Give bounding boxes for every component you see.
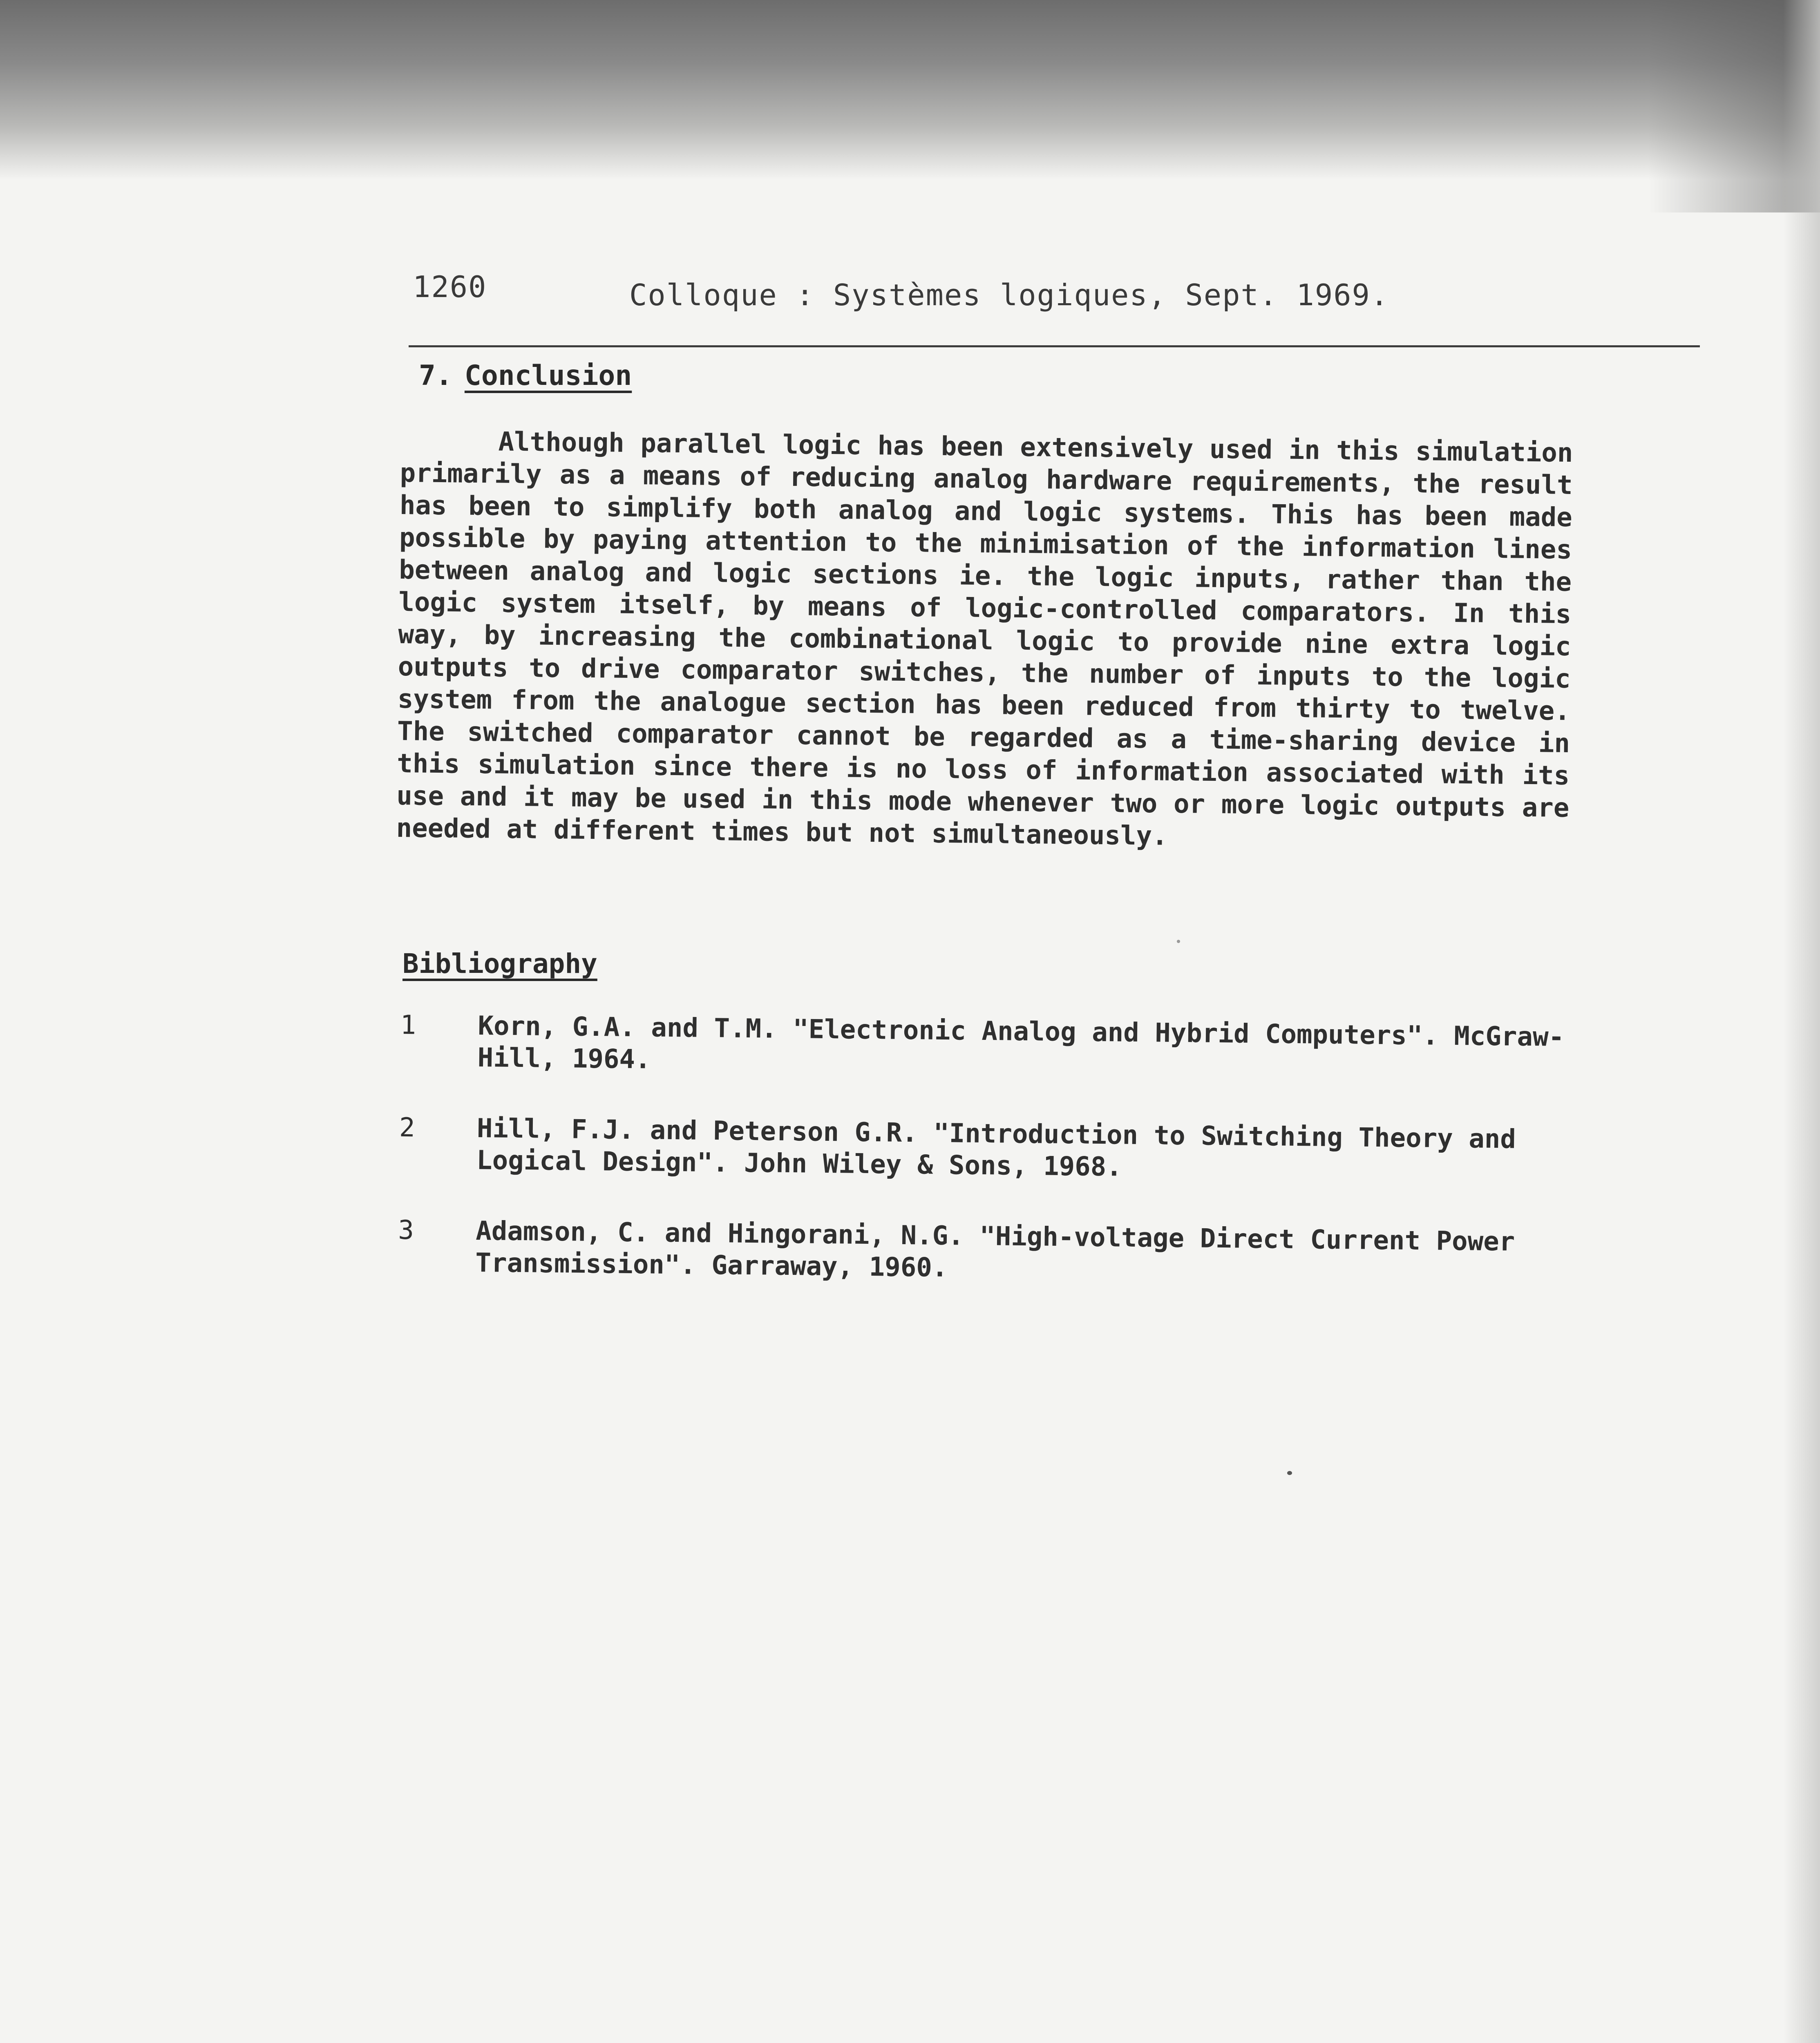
section-number: 7. <box>419 360 452 392</box>
scan-shadow-top <box>0 0 1820 180</box>
page-edge-shadow <box>1783 0 1820 2043</box>
bibliography-entry-text: Hill, F.J. and Peterson G.R. "Introduction to Switching Theory and Logical Design". John Wiley & Sons, 1968. <box>476 1113 1516 1182</box>
bibliography-entry-text: Korn, G.A. and T.M. "Electronic Analog and Hybrid Computers". McGraw-Hill, 1964. <box>477 1010 1565 1075</box>
conclusion-paragraph: Although parallel logic has been extensively used in this simulation primarily as a means of reducing analog hardware requirements, the result has been to simplify both analog and logic systems. This has been made possible by paying attention to the minimisation of the information lines between analog and logic sections ie. the logic inputs, rather than the logic system itself, by means of logic-controlled comparators. In this way, by increasing the combinational logic to provide nine extra logic outputs to drive comparator switches, the number of inputs to the logic system from the analogue section has been reduced from thirty to twelve. The switched comparator cannot be regarded as a time-sharing device in this simulation since there is no loss of information associated with its use and it may be used in this mode whenever two or more logic outputs are needed at different times but not simultaneously. <box>396 427 1573 852</box>
running-header <box>413 270 1700 315</box>
section-title: Conclusion <box>464 360 632 392</box>
header-title: Colloque : Systèmes logiques, Sept. 1969. <box>629 278 1389 312</box>
bibliography-entry-number: 1 <box>400 1010 416 1041</box>
scan-speck <box>1177 940 1180 943</box>
bibliography-entry-number: 3 <box>398 1215 414 1246</box>
bibliography-entry-number: 2 <box>399 1112 415 1143</box>
page-number: 1260 <box>413 270 487 304</box>
bibliography-entry-text: Adamson, C. and Hingorani, N.G. "High-voltage Direct Current Power Transmission". Garraway, 1960. <box>475 1216 1515 1283</box>
section-heading <box>419 360 632 392</box>
scan-speck <box>1287 1471 1292 1475</box>
bibliography-entry <box>400 1009 1577 1085</box>
bibliography-heading: Bibliography <box>402 948 597 979</box>
header-rule <box>409 345 1700 347</box>
conclusion-body <box>396 425 1573 857</box>
bibliography-list <box>397 1009 1577 1329</box>
bibliography-entry <box>399 1112 1576 1188</box>
bibliography-entry <box>398 1214 1575 1290</box>
